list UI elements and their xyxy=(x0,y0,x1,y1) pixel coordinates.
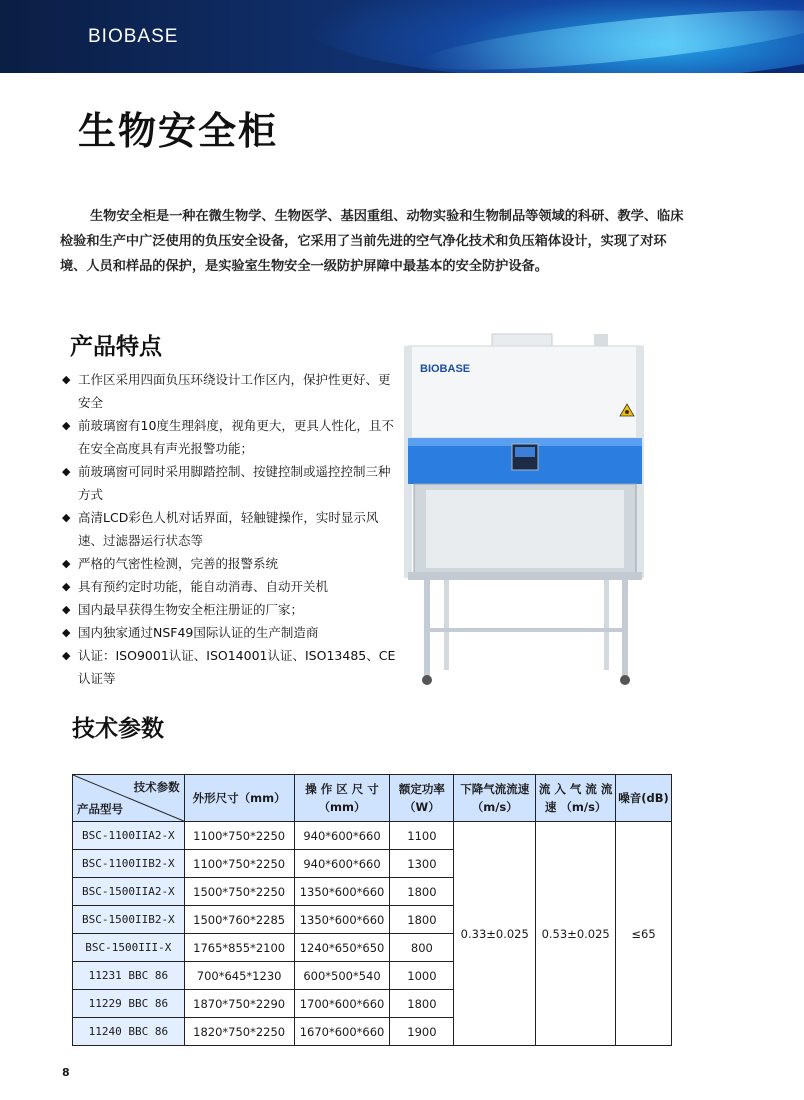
feature-item: ◆ 工作区采用四面负压环绕设计工作区内，保护性更好、更安全 xyxy=(62,368,402,414)
dimensions-cell: 700*645*1230 xyxy=(184,962,294,990)
diamond-bullet-icon: ◆ xyxy=(62,511,71,524)
table-header-row xyxy=(73,775,672,822)
work-area-cell: 940*600*660 xyxy=(294,850,390,878)
model-cell: BSC-1500IIA2-X xyxy=(73,878,185,906)
column-header: 下降气流流速（m/s） xyxy=(454,775,536,822)
column-header: 额定功率（W） xyxy=(390,775,454,822)
dimensions-cell: 1765*855*2100 xyxy=(184,934,294,962)
column-header: 噪音(dB) xyxy=(616,775,672,822)
noise-cell: ≤65 xyxy=(616,822,672,1046)
diamond-bullet-icon: ◆ xyxy=(62,649,71,662)
diamond-bullet-icon: ◆ xyxy=(62,603,71,616)
diamond-bullet-icon: ◆ xyxy=(62,373,71,386)
power-cell: 1100 xyxy=(390,822,454,850)
page-number: 8 xyxy=(62,1066,70,1079)
feature-item: ◆ 认证：ISO9001认证、ISO14001认证、ISO13485、CE认证等 xyxy=(62,644,402,690)
inflow-cell: 0.53±0.025 xyxy=(536,822,616,1046)
feature-item: ◆ 国内最早获得生物安全柜注册证的厂家； xyxy=(62,598,402,621)
power-cell: 1800 xyxy=(390,906,454,934)
page-title: 生物安全柜 xyxy=(78,109,279,153)
power-cell: 1800 xyxy=(390,990,454,1018)
work-area-cell: 600*500*540 xyxy=(294,962,390,990)
header-banner xyxy=(0,0,804,73)
dimensions-cell: 1820*750*2250 xyxy=(184,1018,294,1046)
dimensions-cell: 1100*750*2250 xyxy=(184,850,294,878)
model-cell: BSC-1100IIB2-X xyxy=(73,850,185,878)
feature-item: ◆ 具有预约定时功能，能自动消毒、自动开关机 xyxy=(62,575,402,598)
diamond-bullet-icon: ◆ xyxy=(62,557,71,570)
model-cell: BSC-1500III-X xyxy=(73,934,185,962)
diagonal-header-cell: 技术参数 产品型号 xyxy=(73,775,185,822)
power-cell: 1300 xyxy=(390,850,454,878)
dimensions-cell: 1500*750*2250 xyxy=(184,878,294,906)
diamond-bullet-icon: ◆ xyxy=(62,419,71,432)
feature-item: ◆ 严格的气密性检测，完善的报警系统 xyxy=(62,552,402,575)
work-area-cell: 1240*650*650 xyxy=(294,934,390,962)
table-row xyxy=(73,822,672,850)
diamond-bullet-icon: ◆ xyxy=(62,465,71,478)
power-cell: 1900 xyxy=(390,1018,454,1046)
work-area-cell: 940*600*660 xyxy=(294,822,390,850)
dimensions-cell: 1100*750*2250 xyxy=(184,822,294,850)
power-cell: 1800 xyxy=(390,878,454,906)
column-header: 操 作 区 尺 寸（mm） xyxy=(294,775,390,822)
downflow-cell: 0.33±0.025 xyxy=(454,822,536,1046)
model-cell: BSC-1100IIA2-X xyxy=(73,822,185,850)
dimensions-cell: 1870*750*2290 xyxy=(184,990,294,1018)
specs-table xyxy=(72,774,672,1046)
model-cell: 11229 BBC 86 xyxy=(73,990,185,1018)
model-cell: BSC-1500IIB2-X xyxy=(73,906,185,934)
biosafety-cabinet-image xyxy=(404,328,664,688)
column-header: 流 入 气 流 流 速 （m/s） xyxy=(536,775,616,822)
features-list xyxy=(62,368,402,690)
brand-logo: BIOBASE xyxy=(88,26,179,47)
work-area-cell: 1350*600*660 xyxy=(294,906,390,934)
dimensions-cell: 1500*760*2285 xyxy=(184,906,294,934)
model-cell: 11231 BBC 86 xyxy=(73,962,185,990)
intro-paragraph: 生物安全柜是一种在微生物学、生物医学、基因重组、动物实验和生物制品等领域的科研、教学、临床检验和生产中广泛使用的负压安全设备，它采用了当前先进的空气净化技术和负压箱体设计，实现了对环境、人员和样品的保护，是实验室生物安全一级防护屏障中最基本的安全防护设备。 xyxy=(60,209,684,274)
model-cell: 11240 BBC 86 xyxy=(73,1018,185,1046)
diamond-bullet-icon: ◆ xyxy=(62,580,71,593)
features-heading: 产品特点 xyxy=(70,334,162,360)
column-header: 外形尺寸（mm） xyxy=(184,775,294,822)
power-cell: 800 xyxy=(390,934,454,962)
cabinet-brand-label: BIOBASE xyxy=(420,363,471,375)
diamond-bullet-icon: ◆ xyxy=(62,626,71,639)
feature-item: ◆ 前玻璃窗有10度生理斜度，视角更大，更具人性化，且不在安全高度具有声光报警功能； xyxy=(62,414,402,460)
specs-heading: 技术参数 xyxy=(72,716,164,742)
work-area-cell: 1350*600*660 xyxy=(294,878,390,906)
feature-item: ◆ 前玻璃窗可同时采用脚踏控制、按键控制或遥控控制三种方式 xyxy=(62,460,402,506)
feature-item: ◆ 高清LCD彩色人机对话界面，轻触键操作，实时显示风速、过滤器运行状态等 xyxy=(62,506,402,552)
work-area-cell: 1670*600*660 xyxy=(294,1018,390,1046)
feature-item: ◆ 国内独家通过NSF49国际认证的生产制造商 xyxy=(62,621,402,644)
work-area-cell: 1700*600*660 xyxy=(294,990,390,1018)
power-cell: 1000 xyxy=(390,962,454,990)
